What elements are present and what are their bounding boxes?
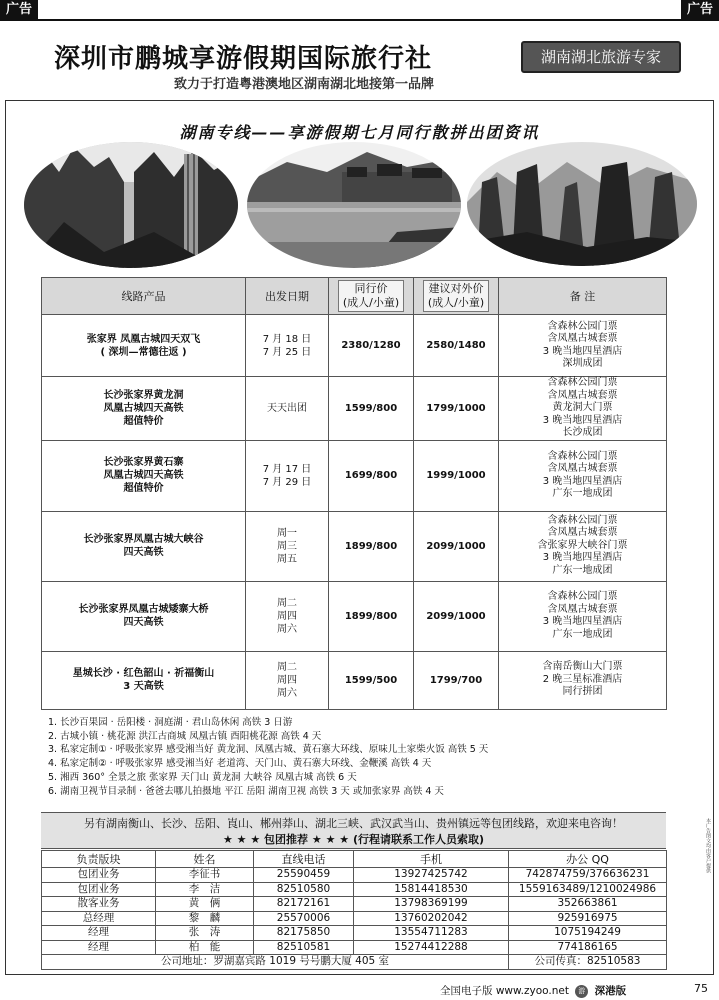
date-cell: 周一 周三 周五 bbox=[246, 511, 329, 581]
photo-fenghuang-town bbox=[247, 142, 461, 268]
date-cell: 天天出团 bbox=[246, 377, 329, 441]
staff-contact-table bbox=[41, 850, 667, 970]
peer-price-cell: 2380/1280 bbox=[329, 315, 414, 377]
note-cell: 含南岳衡山大门票 2 晚三星标准酒店 同行拼团 bbox=[499, 651, 667, 709]
suggested-price-cell: 1999/1000 bbox=[414, 440, 499, 511]
banner-line-2: ★ ★ ★ 包团推荐 ★ ★ ★ (行程请联系工作人员索取) bbox=[222, 833, 485, 846]
header-note: 备 注 bbox=[499, 278, 667, 315]
date-cell: 周二 周四 周六 bbox=[246, 581, 329, 651]
photo-karst-peaks bbox=[467, 142, 697, 266]
staff-header-mobile: 手机 bbox=[354, 851, 509, 868]
company-fax: 公司传真：82510583 bbox=[509, 955, 667, 970]
staff-header-row bbox=[42, 851, 667, 868]
header-peer-price bbox=[329, 278, 414, 315]
table-row bbox=[42, 511, 667, 581]
suggested-price-cell: 1799/1000 bbox=[414, 377, 499, 441]
peer-price-cell: 1899/800 bbox=[329, 581, 414, 651]
table-row: 包团业务 李征书 25590459 13927425742 742874759/376636231 bbox=[42, 868, 667, 883]
suggested-price-cell: 2580/1480 bbox=[414, 315, 499, 377]
staff-header-qq: 办公 QQ bbox=[509, 851, 667, 868]
table-row: 散客业务 黄 俩 82172161 13798369199 352663861 bbox=[42, 897, 667, 912]
date-cell: 周二 周四 周六 bbox=[246, 651, 329, 709]
route-cell: 长沙张家界黄龙洞 凤凰古城四天高铁 超值特价 bbox=[42, 377, 246, 441]
table-row: 包团业务 李 洁 82510580 15814418530 1559163489/1210024986 bbox=[42, 882, 667, 897]
peer-price-cell: 1599/800 bbox=[329, 377, 414, 441]
route-cell: 张家界 凤凰古城四天双飞 ( 深圳—常德往返 ) bbox=[42, 315, 246, 377]
table-row bbox=[42, 377, 667, 441]
table-row: 经理 柏 能 82510581 15274412288 774186165 bbox=[42, 940, 667, 955]
expert-badge: 湖南湖北旅游专家 bbox=[521, 41, 681, 73]
date-cell: 7 月 18 日 7 月 25 日 bbox=[246, 315, 329, 377]
peer-price-label: 同行价 bbox=[354, 282, 388, 295]
note-cell: 含森林公园门票 含凤凰古城套票 黄龙洞大门票 3 晚当地四星酒店 长沙成团 bbox=[499, 377, 667, 441]
staff-header-section: 负责版块 bbox=[42, 851, 156, 868]
peer-price-cell: 1699/800 bbox=[329, 440, 414, 511]
company-slogan: 致力于打造粤港澳地区湖南湖北地接第一品牌 bbox=[174, 77, 435, 92]
peer-price-unit: (成人/小童) bbox=[342, 296, 400, 309]
list-item: 1. 长沙百果园 · 岳阳楼 · 洞庭湖 · 君山岛休闲 高铁 3 日游 bbox=[48, 717, 293, 728]
note-cell: 含森林公园门票 含凤凰古城套票 3 晚当地四星酒店 广东一地成团 bbox=[499, 581, 667, 651]
site-link[interactable]: www.zyoo.net bbox=[495, 985, 569, 997]
header-route: 线路产品 bbox=[42, 278, 246, 315]
side-disclaimer: 本广告图文均由客户提供 bbox=[705, 818, 711, 873]
edition-prefix: 全国电子版 bbox=[440, 985, 493, 997]
photo-zhangjiajie-cliff bbox=[24, 142, 238, 268]
banner-line-1: 另有湖南衡山、长沙、岳阳、崀山、郴州莽山、湖北三峡、武汉武当山、贵州镇远等包团线路，欢迎来电咨询！ bbox=[84, 817, 623, 830]
date-cell: 7 月 17 日 7 月 29 日 bbox=[246, 440, 329, 511]
route-cell: 星城长沙 · 红色韶山 · 祈福衡山 3 天高铁 bbox=[42, 651, 246, 709]
header-date: 出发日期 bbox=[246, 278, 329, 315]
suggested-price-cell: 2099/1000 bbox=[414, 511, 499, 581]
suggested-price-cell: 2099/1000 bbox=[414, 581, 499, 651]
top-rule bbox=[0, 19, 719, 21]
list-item: 2. 古城小镇 · 桃花源 洪江古商城 凤凰古镇 酉阳桃花源 高铁 4 天 bbox=[48, 730, 322, 742]
suggested-price-label: 建议对外价 bbox=[428, 282, 484, 295]
table-row bbox=[42, 581, 667, 651]
list-item: 3. 私家定制① · 呼吸张家界 感受湘当好 黄龙洞、凤凰古城、黄石寨大环线、原味儿土家柴火饭 高铁 5 天 bbox=[48, 744, 489, 756]
table-header-row bbox=[42, 278, 667, 315]
table-row: 经理 张 涛 82175850 13554711283 1075194249 bbox=[42, 926, 667, 941]
list-item: 5. 湘西 360° 全景之旅 张家界 天门山 黄龙洞 大峡谷 凤凰古城 高铁 6 天 bbox=[48, 771, 357, 783]
peer-price-cell: 1599/500 bbox=[329, 651, 414, 709]
note-cell: 含森林公园门票 含凤凰古城套票 3 晚当地四星酒店 广东一地成团 bbox=[499, 440, 667, 511]
page-number: 75 bbox=[694, 982, 708, 995]
note-cell: 含森林公园门票 含凤凰古城套票 3 晚当地四星酒店 深圳成团 bbox=[499, 315, 667, 377]
header-suggested-price bbox=[414, 278, 499, 315]
suggested-price-cell: 1799/700 bbox=[414, 651, 499, 709]
ad-label-left: 广告 bbox=[0, 0, 38, 20]
section-subtitle: 湖南专线——享游假期七月同行散拼出团资讯 bbox=[179, 123, 540, 142]
table-row bbox=[42, 651, 667, 709]
table-row: 总经理 黎 麟 25570006 13760202042 925916975 bbox=[42, 911, 667, 926]
ad-label-right: 广告 bbox=[681, 0, 719, 20]
route-cell: 长沙张家界黄石寨 凤凰古城四天高铁 超值特价 bbox=[42, 440, 246, 511]
peer-price-cell: 1899/800 bbox=[329, 511, 414, 581]
group-tour-banner bbox=[41, 812, 666, 849]
table-row bbox=[42, 315, 667, 377]
company-name: 深圳市鹏城享游假期国际旅行社 bbox=[54, 44, 433, 74]
staff-header-name: 姓名 bbox=[156, 851, 254, 868]
extra-routes-list bbox=[48, 716, 668, 798]
address-row bbox=[42, 955, 667, 970]
table-row bbox=[42, 440, 667, 511]
route-cell: 长沙张家界凤凰古城大峡谷 四天高铁 bbox=[42, 511, 246, 581]
company-address: 公司地址：罗湖嘉宾路 1019 号号鹏大厦 405 室 bbox=[42, 955, 509, 970]
route-cell: 长沙张家界凤凰古城矮寨大桥 四天高铁 bbox=[42, 581, 246, 651]
suggested-price-unit: (成人/小童) bbox=[427, 296, 485, 309]
magazine-logo-icon: 游 bbox=[575, 985, 588, 998]
list-item: 4. 私家定制② · 呼吸张家界 感受湘当好 老道湾、天门山、黄石寨大环线、金鞭溪 高铁 4 天 bbox=[48, 758, 432, 770]
staff-header-phone: 直线电话 bbox=[254, 851, 354, 868]
route-price-table bbox=[41, 277, 667, 710]
note-cell: 含森林公园门票 含凤凰古城套票 含张家界大峡谷门票 3 晚当地四星酒店 广东一地成团 bbox=[499, 511, 667, 581]
edition-name: 深港版 bbox=[594, 985, 627, 997]
page-footer bbox=[440, 983, 626, 998]
list-item: 6. 湖南卫视节目录制 · 爸爸去哪儿拍摄地 平江 岳阳 湖南卫视 高铁 3 天 或加张家界 高铁 4 天 bbox=[48, 785, 444, 797]
